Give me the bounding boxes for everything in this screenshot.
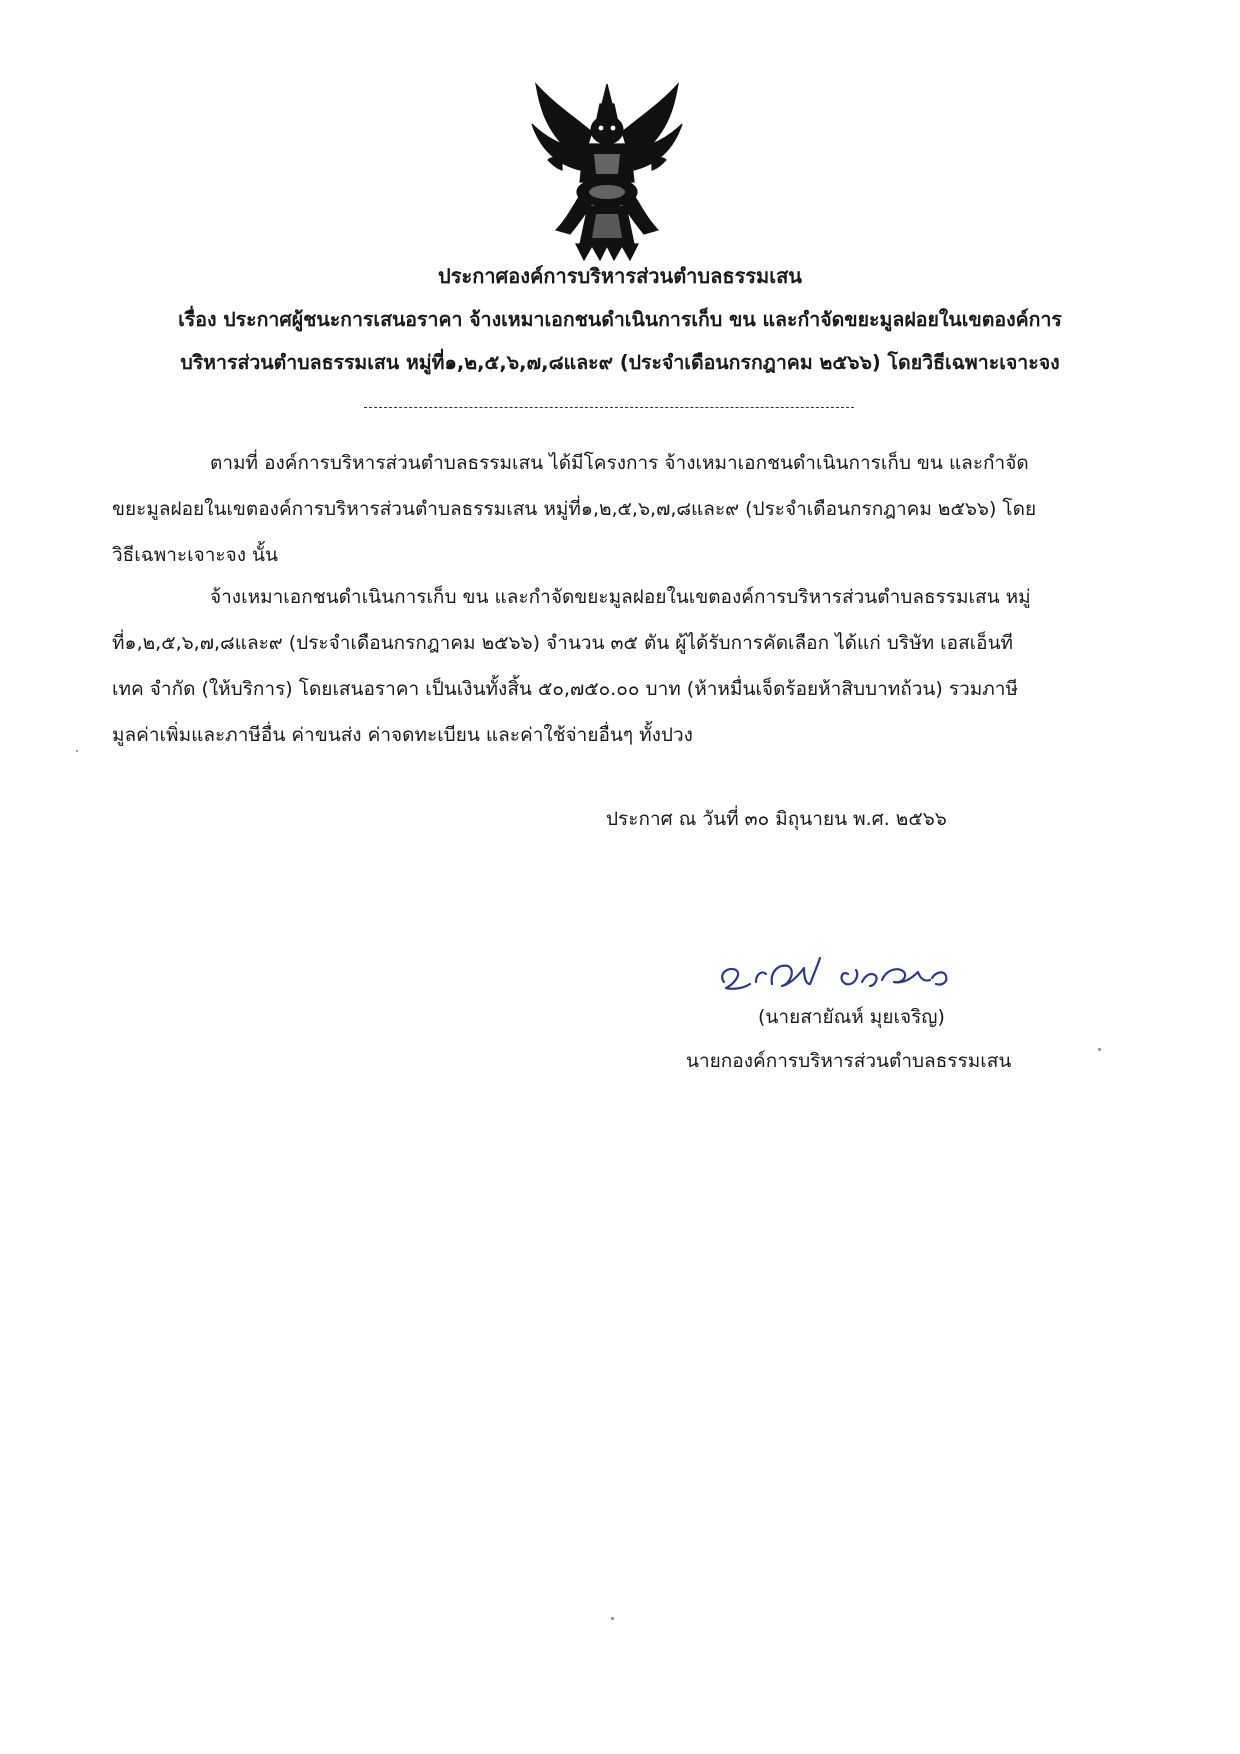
paragraph-2-line-1: จ้างเหมาเอกชนดำเนินการเก็บ ขน และกำจัดขยะมูลฝอยในเขตองค์การบริหารส่วนตำบลธรรมเสน หมู่ bbox=[210, 586, 1031, 608]
paragraph-1 bbox=[112, 440, 1097, 578]
paragraph-2 bbox=[112, 574, 1097, 758]
paragraph-1-line-3: วิธีเฉพาะเจาะจง นั้น bbox=[112, 544, 279, 566]
announcement-date: ประกาศ ณ วันที่ ๓๐ มิถุนายน พ.ศ. ๒๕๖๖ bbox=[606, 808, 947, 830]
signer-name: (นายสายัณห์ มุยเจริญ) bbox=[758, 1006, 945, 1028]
paragraph-2-line-2: ที่๑,๒,๕,๖,๗,๘และ๙ (ประจำเดือนกรกฎาคม ๒๕๖๖) จำนวน ๓๕ ตัน ผู้ได้รับการคัดเลือก ได้แก่ บริษัท เอสเอ็นที bbox=[112, 632, 1014, 654]
scan-speck bbox=[611, 1617, 614, 1620]
signer-position: นายกองค์การบริหารส่วนตำบลธรรมเสน bbox=[686, 1050, 1012, 1072]
subject-line-2: บริหารส่วนตำบลธรรมเสน หมู่ที่๑,๒,๕,๖,๗,๘และ๙ (ประจำเดือนกรกฎาคม ๒๕๖๖) โดยวิธีเฉพาะเจาะจง bbox=[180, 351, 1060, 374]
garuda-emblem-icon bbox=[522, 74, 692, 262]
paragraph-1-line-2: ขยะมูลฝอยในเขตองค์การบริหารส่วนตำบลธรรมเสน หมู่ที่๑,๒,๕,๖,๗,๘และ๙ (ประจำเดือนกรกฎาคม ๒๕๖๖) โดย bbox=[112, 498, 1037, 520]
paragraph-1-line-1: ตามที่ องค์การบริหารส่วนตำบลธรรมเสน ได้มีโครงการ จ้างเหมาเอกชนดำเนินการเก็บ ขน และกำจัด bbox=[210, 452, 1029, 474]
scan-speck bbox=[1098, 1048, 1101, 1051]
announcement-title: ประกาศองค์การบริหารส่วนตำบลธรรมเสน bbox=[438, 264, 802, 288]
handwritten-signature bbox=[710, 940, 980, 1010]
scan-speck bbox=[76, 750, 78, 752]
separator-rule bbox=[364, 407, 854, 408]
subject-line-1: เรื่อง ประกาศผู้ชนะการเสนอราคา จ้างเหมาเอกชนดำเนินการเก็บ ขน และกำจัดขยะมูลฝอยในเขตองค์การ bbox=[178, 308, 1062, 331]
paragraph-2-line-3: เทค จำกัด (ให้บริการ) โดยเสนอราคา เป็นเงินทั้งสิ้น ๕๐,๗๕๐.๐๐ บาท (ห้าหมื่นเจ็ดร้อยห้าสิบบาทถ้วน) รวมภาษี bbox=[112, 678, 1018, 700]
paragraph-2-line-4: มูลค่าเพิ่มและภาษีอื่น ค่าขนส่ง ค่าจดทะเบียน และค่าใช้จ่ายอื่นๆ ทั้งปวง bbox=[112, 724, 693, 746]
